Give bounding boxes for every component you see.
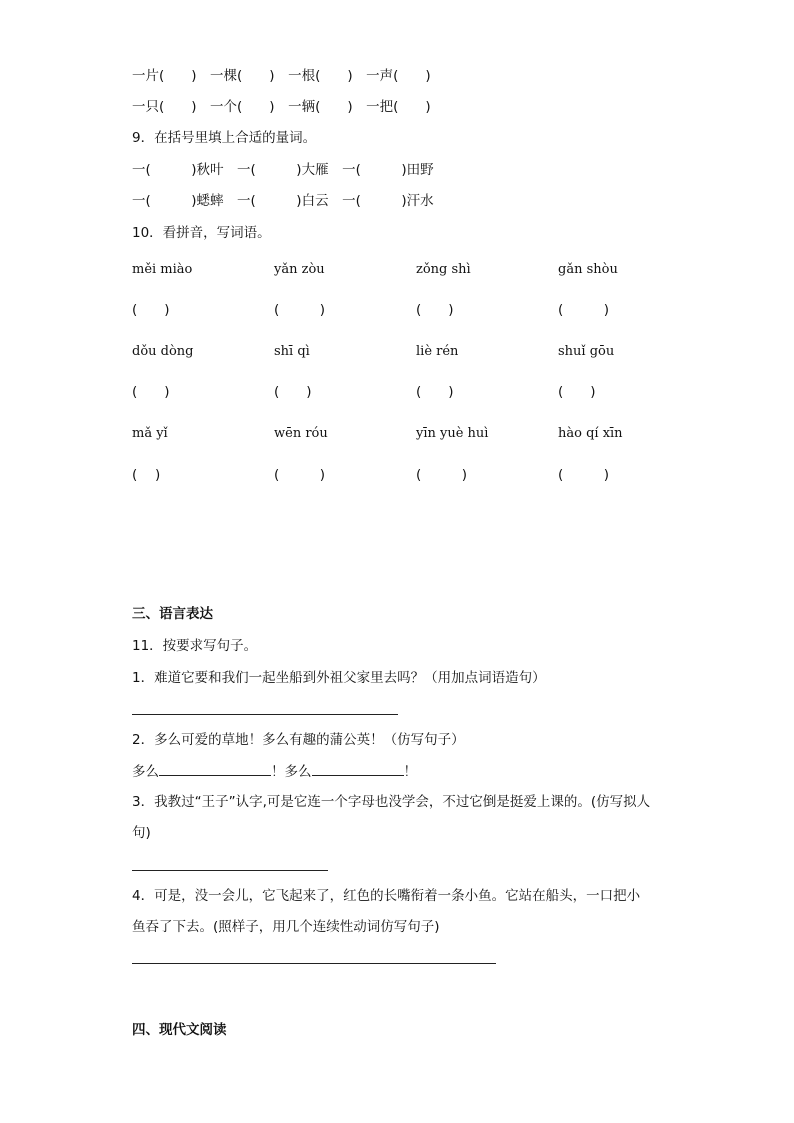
- answer-bracket-2-1[interactable]: ( ): [132, 384, 170, 400]
- pinyin-3-2: wēn róu: [274, 426, 328, 441]
- pinyin-3-3: yīn yuè huì: [416, 426, 489, 441]
- fill-suffix: ！: [403, 764, 417, 780]
- answer-bracket-3-3[interactable]: ( ): [416, 467, 468, 483]
- answer-bracket-3-4[interactable]: ( ): [558, 467, 610, 483]
- answer-bracket-2-3[interactable]: ( ): [416, 384, 454, 400]
- q11-item-1: 1．难道它要和我们一起坐船到外祖父家里去吗？（用加点词语造句）: [132, 670, 546, 686]
- pinyin-1-3: zǒng shì: [416, 262, 471, 277]
- pinyin-2-1: dǒu dòng: [132, 344, 194, 359]
- answer-bracket-1-1[interactable]: ( ): [132, 302, 170, 318]
- pinyin-2-2: shī qì: [274, 344, 310, 359]
- pinyin-3-1: mǎ yǐ: [132, 426, 168, 441]
- section-3-heading: 三、语言表达: [132, 606, 213, 622]
- measure-row-1: 一片( ) 一棵( ) 一根( ) 一声( ): [132, 68, 431, 84]
- q9-row-2: 一( )蟋蟀 一( )白云 一( )汗水: [132, 193, 434, 209]
- measure-row-2: 一只( ) 一个( ) 一辆( ) 一把( ): [132, 99, 431, 115]
- answer-bracket-3-1[interactable]: ( ): [132, 467, 161, 483]
- fill-blank-b[interactable]: [312, 761, 404, 776]
- q11-item-4-line-1: 4．可是，没一会儿，它飞起来了，红色的长嘴衔着一条小鱼。它站在船头，一口把小: [132, 888, 641, 904]
- fill-blank-a[interactable]: [159, 761, 271, 776]
- fill-prefix-b: ！多么: [271, 764, 312, 780]
- answer-line-4[interactable]: [132, 963, 496, 964]
- section-4-heading: 四、现代文阅读: [132, 1022, 227, 1038]
- q9-row-1: 一( )秋叶 一( )大雁 一( )田野: [132, 162, 434, 178]
- pinyin-2-3: liè rén: [416, 344, 459, 359]
- fill-prefix-a: 多么: [132, 764, 159, 780]
- q11-title: 11．按要求写句子。: [132, 638, 258, 654]
- answer-bracket-1-2[interactable]: ( ): [274, 302, 326, 318]
- pinyin-1-2: yǎn zòu: [274, 262, 325, 277]
- answer-bracket-1-4[interactable]: ( ): [558, 302, 610, 318]
- answer-line-1[interactable]: [132, 714, 398, 715]
- pinyin-2-4: shuǐ gōu: [558, 344, 615, 359]
- pinyin-1-4: gǎn shòu: [558, 262, 618, 277]
- q11-item-3-line-2: 句): [132, 825, 151, 841]
- pinyin-1-1: měi miào: [132, 262, 193, 277]
- q10-title: 10．看拼音，写词语。: [132, 225, 271, 241]
- pinyin-3-4: hào qí xīn: [558, 426, 623, 441]
- q11-item-2-fill: [132, 761, 417, 782]
- q9-title: 9．在括号里填上合适的量词。: [132, 130, 317, 146]
- answer-bracket-2-4[interactable]: ( ): [558, 384, 596, 400]
- q11-item-4-line-2: 鱼吞了下去。(照样子，用几个连续性动词仿写句子): [132, 919, 440, 935]
- q11-item-2: 2．多么可爱的草地！多么有趣的蒲公英！（仿写句子）: [132, 732, 465, 748]
- answer-line-3[interactable]: [132, 870, 328, 871]
- answer-bracket-3-2[interactable]: ( ): [274, 467, 326, 483]
- answer-bracket-1-3[interactable]: ( ): [416, 302, 454, 318]
- q11-item-3-line-1: 3．我教过“王子”认字,可是它连一个字母也没学会，不过它倒是挺爱上课的。(仿写拟人: [132, 794, 651, 810]
- answer-bracket-2-2[interactable]: ( ): [274, 384, 312, 400]
